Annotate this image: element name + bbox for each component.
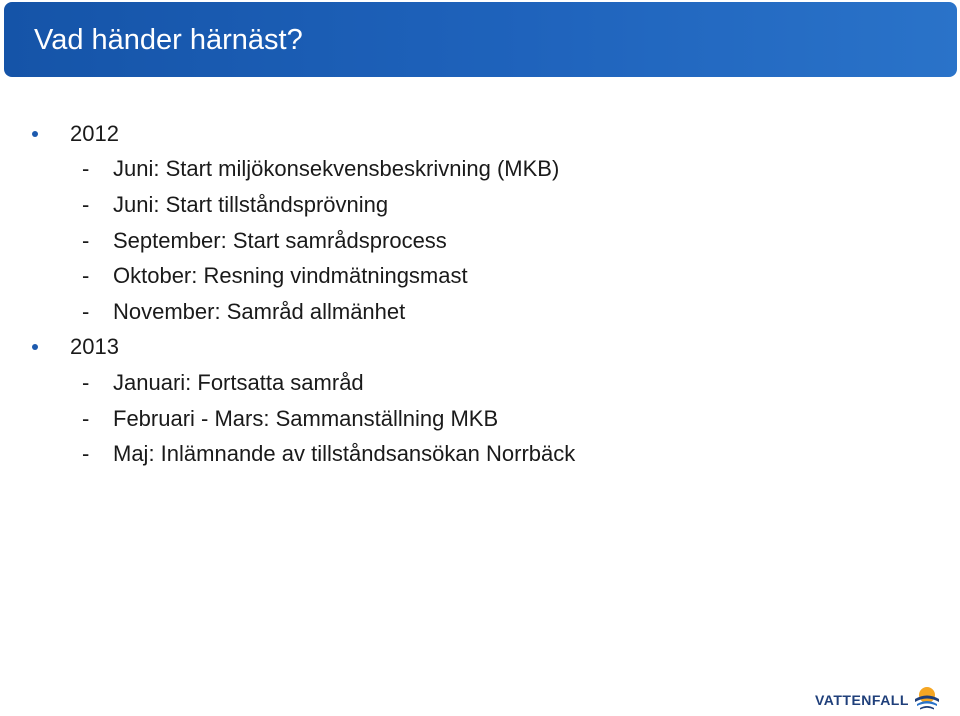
list-item: Juni: Start tillståndsprövning	[113, 192, 389, 217]
dash-marker: -	[82, 156, 90, 181]
dash-marker: -	[82, 263, 90, 288]
dash-marker: -	[82, 370, 90, 395]
bullet-dot-icon	[32, 131, 38, 137]
slide-title: Vad händer härnäst?	[34, 24, 303, 56]
dash-marker: -	[82, 192, 90, 217]
section-heading-2012: 2012	[70, 121, 119, 146]
dash-marker: -	[82, 228, 90, 253]
list-item: Oktober: Resning vindmätningsmast	[113, 263, 468, 288]
list-item: Maj: Inlämnande av tillståndsansökan Norrbäck	[113, 441, 576, 466]
list-item: Februari - Mars: Sammanställning MKB	[113, 406, 499, 431]
vattenfall-sun-icon	[913, 684, 941, 712]
dash-marker: -	[82, 441, 90, 466]
list-item: November: Samråd allmänhet	[113, 299, 406, 324]
bullet-dot-icon	[32, 344, 38, 350]
logo-wordmark: VATTENFALL	[815, 692, 909, 708]
list-item: September: Start samrådsprocess	[113, 228, 447, 253]
vattenfall-logo	[815, 684, 955, 714]
dash-marker: -	[82, 299, 90, 324]
list-item: Juni: Start miljökonsekvensbeskrivning (MKB)	[113, 156, 560, 181]
dash-marker: -	[82, 406, 90, 431]
list-item: Januari: Fortsatta samråd	[113, 370, 364, 395]
section-heading-2013: 2013	[70, 334, 119, 359]
